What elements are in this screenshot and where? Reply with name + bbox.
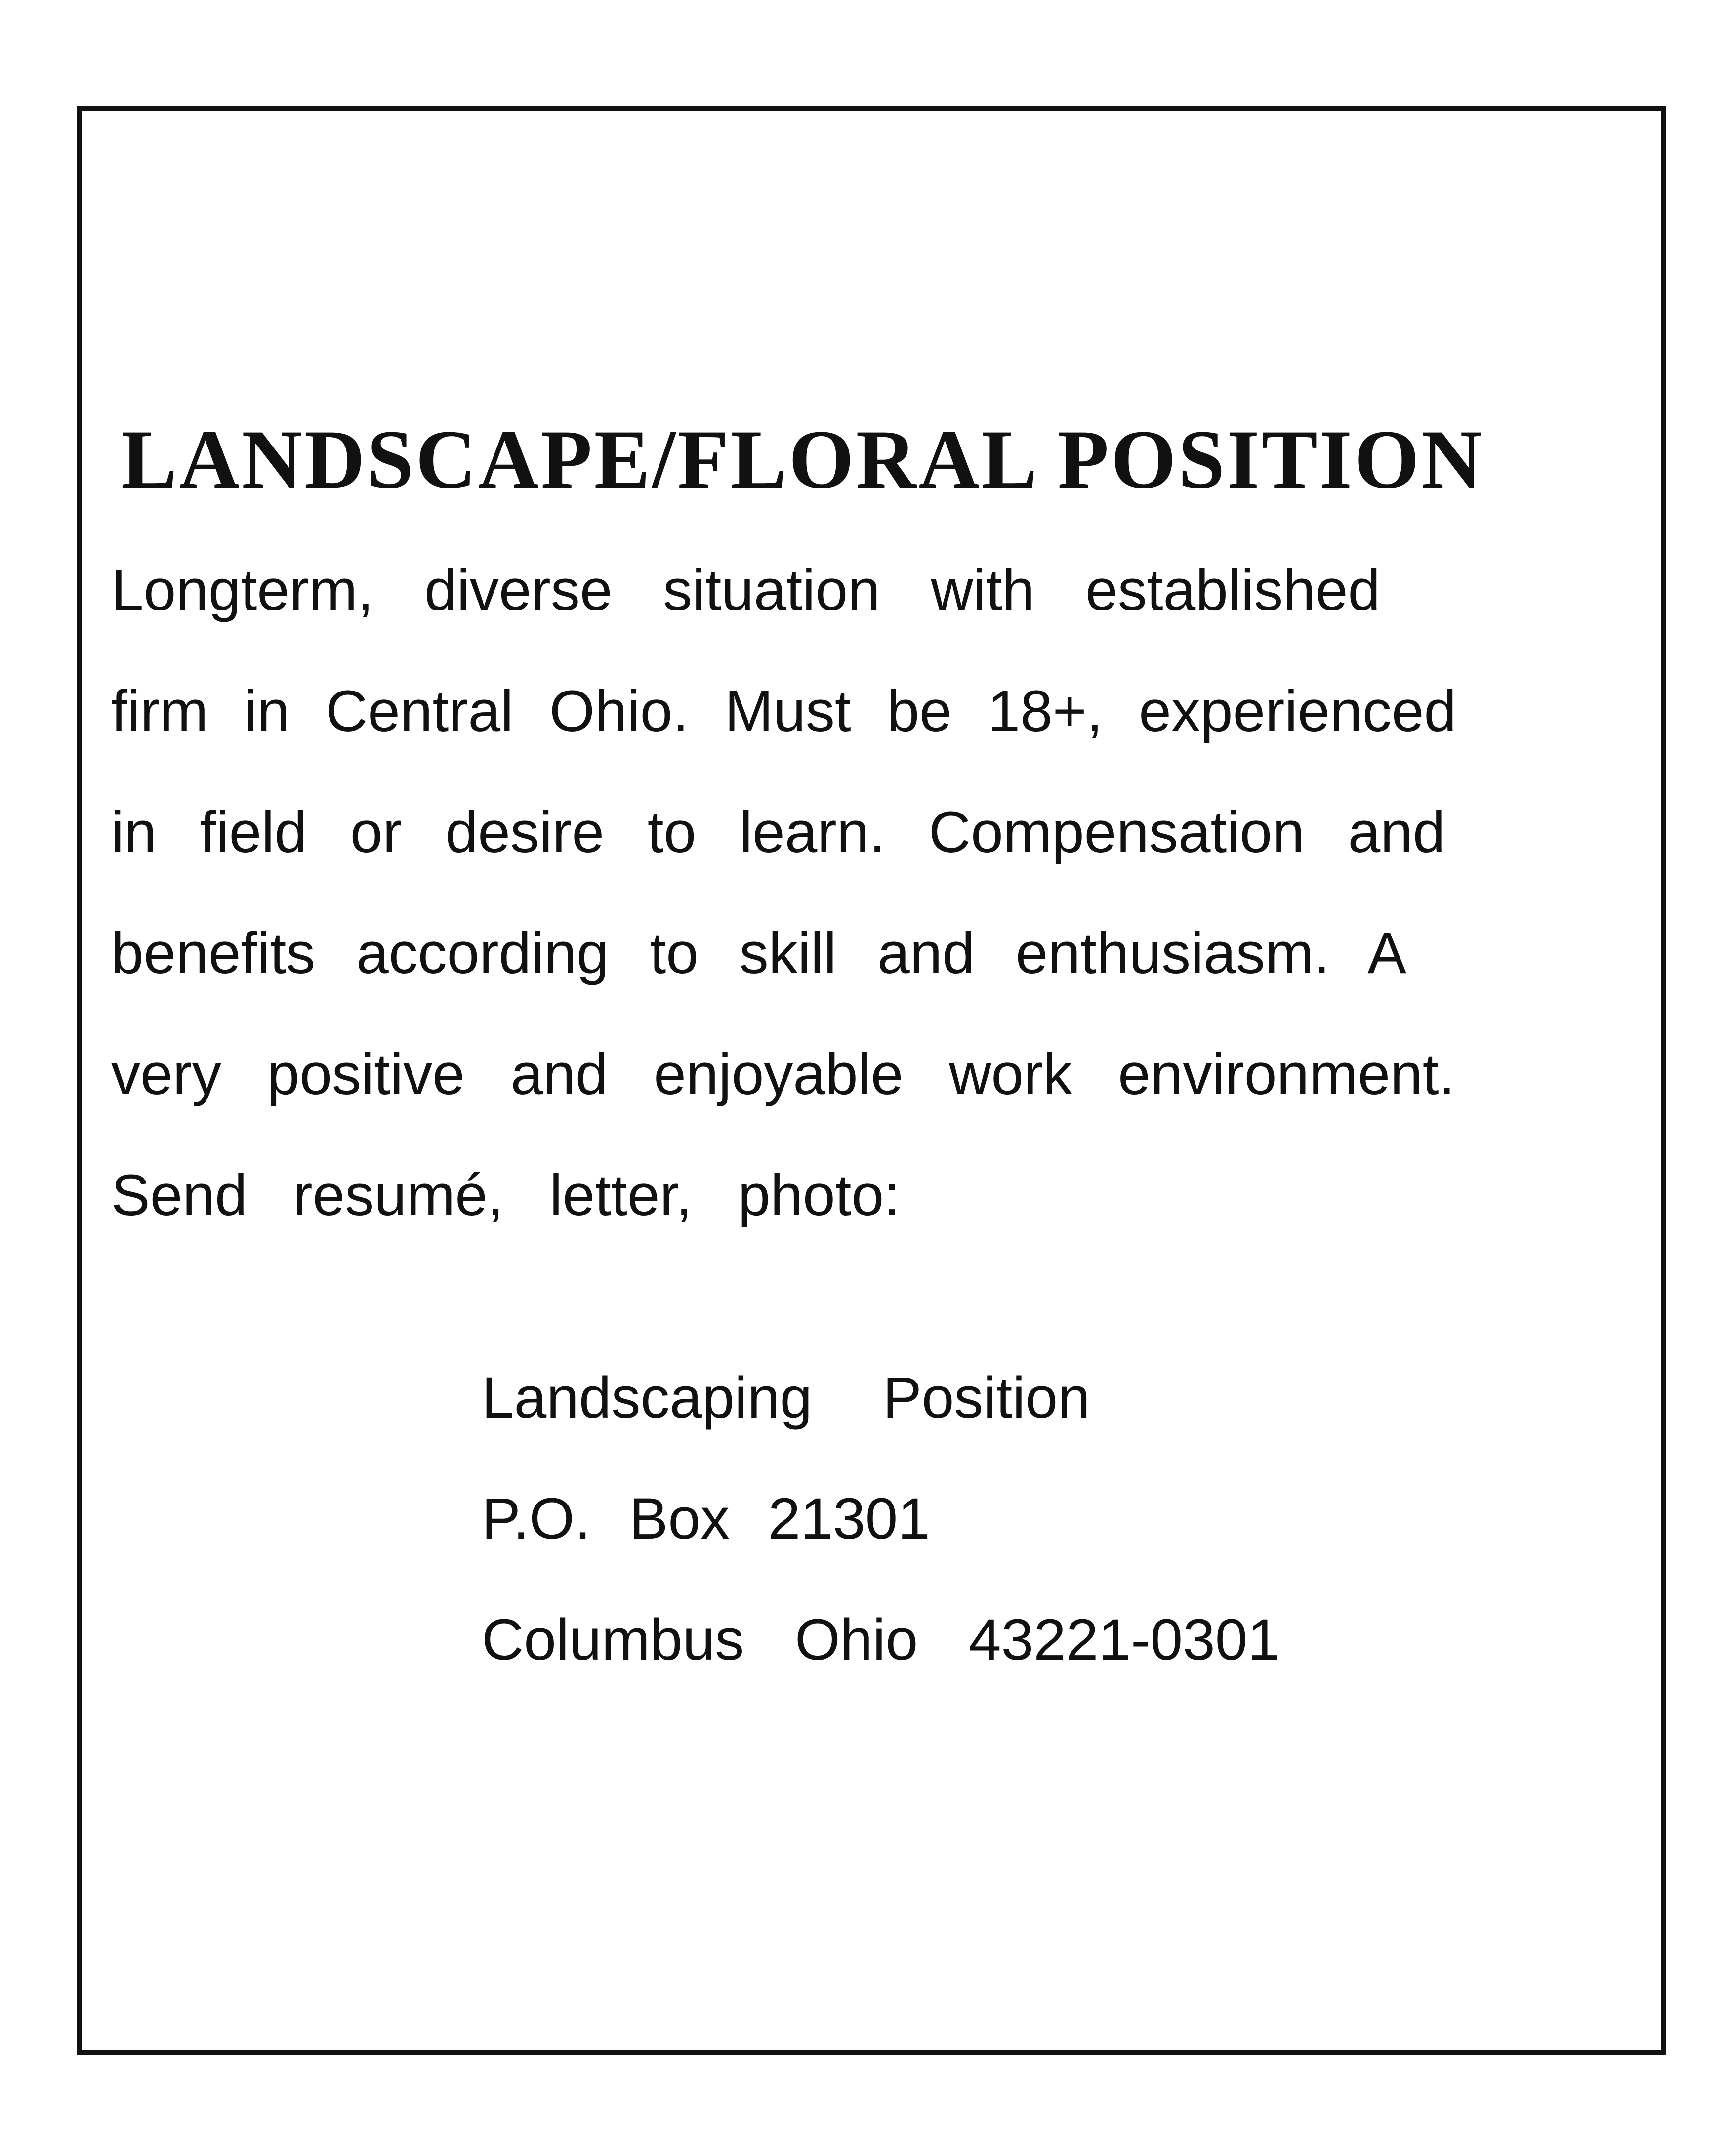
address-line: Columbus Ohio 43221-0301	[482, 1607, 1280, 1672]
ad-body-line: Send resumé, letter, photo:	[111, 1163, 900, 1228]
ad-body-line: Longterm, diverse situation with established	[111, 558, 1381, 623]
ad-body-line: very positive and enjoyable work environment.	[111, 1042, 1455, 1107]
ad-body-line: firm in Central Ohio. Must be 18+, experienced	[111, 679, 1457, 744]
address-line: Landscaping Position	[482, 1365, 1090, 1430]
ad-body-line: benefits according to skill and enthusiasm. A	[111, 921, 1406, 986]
address-line: P.O. Box 21301	[482, 1486, 930, 1551]
ad-body-line: in field or desire to learn. Compensation and	[111, 800, 1445, 865]
ad-headline: LANDSCAPE/FLORAL POSITION	[121, 413, 1484, 506]
